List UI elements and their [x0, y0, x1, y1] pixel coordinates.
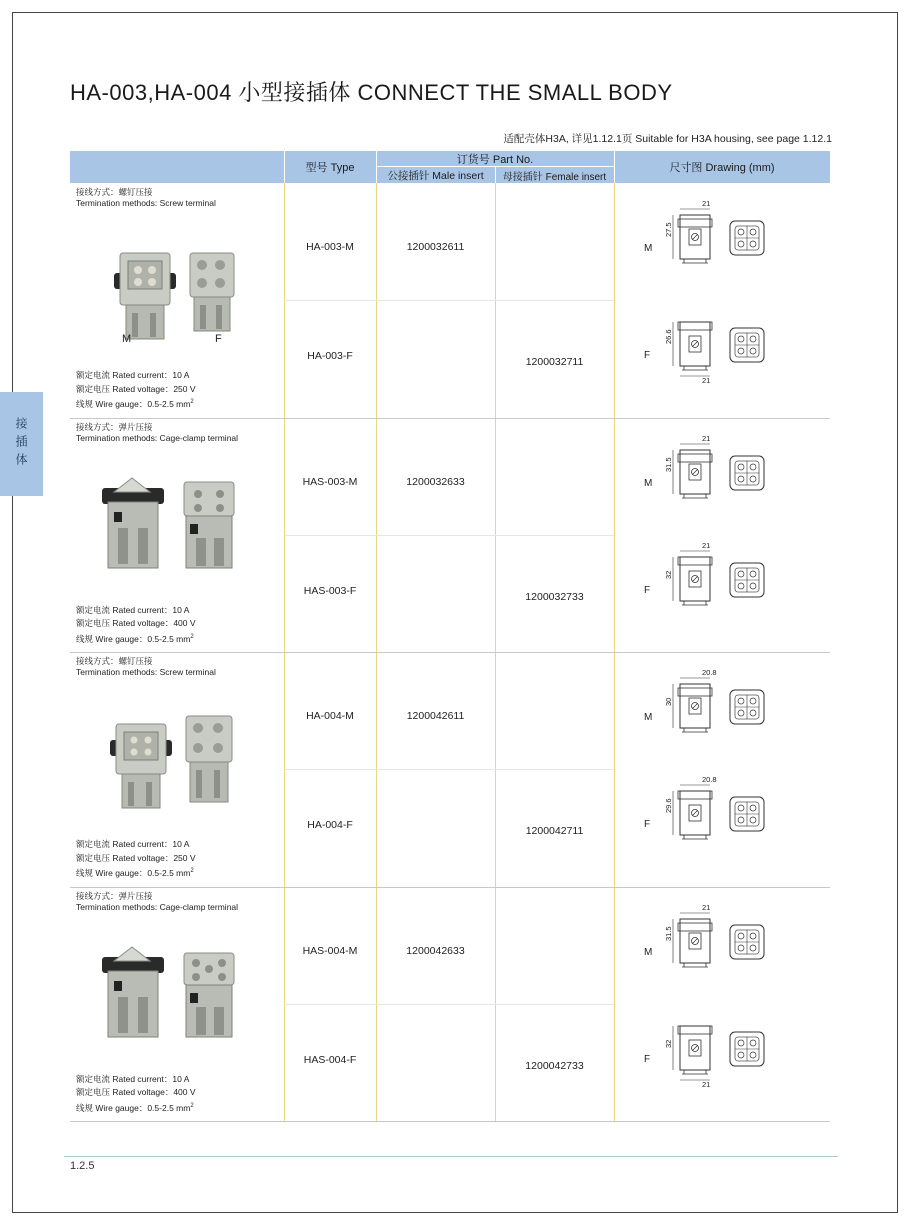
termination-method-cn: 接线方式：弹片压接 [76, 890, 153, 901]
termination-method-en: Termination methods: Screw terminal [76, 667, 216, 677]
drawing-variant-label: M [644, 712, 653, 723]
row-divider [284, 769, 614, 770]
male-part-number: 1200042633 [406, 944, 465, 957]
page-title: HA-003,HA-004 小型接插体 CONNECT THE SMALL BODY [70, 80, 673, 105]
header-part-no: 订货号 Part No. [456, 153, 534, 166]
drawing-variant-label: F [644, 584, 651, 596]
wire-gauge: 线规 Wire gauge：0.5-2.5 $mm^2$ [76, 633, 194, 644]
drawing-width: 21 [702, 902, 711, 912]
drawing-height: 31.5 [664, 456, 673, 472]
termination-method-cn: 接线方式：螺钉压接 [76, 656, 153, 666]
termination-method [76, 656, 216, 678]
rated-voltage: 额定电压 Rated voltage：250 V [76, 852, 196, 863]
page-number: 1.2.5 [70, 1160, 95, 1172]
drawing-variant-label: M [644, 243, 653, 254]
termination-method [76, 891, 238, 913]
rated-voltage: 额定电压 Rated voltage：400 V [76, 1087, 196, 1097]
product-table [70, 151, 830, 1121]
photo-label-f: F [215, 333, 222, 345]
header-female-insert: 母接插针 Female insert [502, 171, 607, 183]
table-row-type: HAS-004-M [302, 944, 358, 957]
termination-method-cn: 接线方式：螺钉压接 [76, 187, 153, 197]
dimension-drawing [670, 911, 780, 982]
dimension-drawing [670, 1018, 780, 1089]
header-drawing: 尺寸图 Drawing (mm) [669, 162, 775, 174]
rated-current: 额定电流 Rated current：10 A [76, 370, 190, 380]
rated-voltage: 额定电压 Rated voltage：400 V [76, 618, 196, 628]
row-divider [284, 535, 614, 536]
drawing-height: 26.6 [664, 329, 673, 345]
drawing-variant-label: M [644, 946, 653, 958]
male-part-number: 1200032611 [406, 241, 465, 253]
electrical-specs [76, 369, 196, 411]
termination-method-en: Termination methods: Cage-clamp terminal [76, 901, 239, 912]
rated-current: 额定电流 Rated current：10 A [76, 604, 190, 615]
drawing-width: 21 [702, 540, 711, 550]
table-row-type: HAS-003-M [302, 475, 358, 488]
header-type: 型号 Type [305, 162, 355, 174]
table-row-type: HA-004-M [306, 710, 354, 722]
drawing-variant-label: M [644, 477, 653, 489]
termination-method [76, 187, 216, 209]
dimension-drawing [670, 783, 780, 854]
drawing-height: 31.5 [664, 925, 673, 941]
table-row-type: HA-003-M [306, 241, 354, 253]
drawing-height: 29.6 [664, 798, 673, 814]
side-section-tab[interactable] [0, 392, 43, 496]
female-part-number: 1200042711 [525, 825, 584, 838]
drawing-height: 30 [664, 697, 673, 706]
table-row-type: HAS-004-F [303, 1053, 357, 1066]
header-male-insert: 公接插针 Male insert [387, 169, 484, 182]
photo-label-m: M [122, 333, 132, 345]
termination-method-en: Termination methods: Screw terminal [76, 198, 216, 208]
page-subtitle: 适配壳体H3A, 详见1.12.1页 Suitable for H3A housing, see page 1.12.1 [503, 133, 832, 145]
termination-method [76, 422, 238, 444]
product-photo [92, 702, 242, 827]
termination-method-en: Termination methods: Cage-clamp terminal [76, 432, 239, 443]
product-photo [92, 937, 242, 1062]
electrical-specs [76, 838, 196, 880]
female-part-number: 1200032711 [525, 356, 584, 369]
group-divider [70, 1121, 830, 1122]
drawing-width: 21 [702, 199, 711, 208]
drawing-width: 20.8 [702, 668, 717, 677]
group-divider [70, 418, 830, 419]
electrical-specs [76, 1073, 196, 1115]
rated-voltage: 额定电压 Rated voltage：250 V [76, 383, 196, 394]
drawing-variant-label: F [644, 350, 651, 362]
drawing-height: 27.5 [664, 222, 673, 237]
row-divider [284, 1004, 614, 1005]
drawing-variant-label: F [644, 819, 651, 831]
drawing-height: 32 [664, 570, 673, 579]
table-row-type: HA-004-F [307, 819, 353, 832]
footer-rule [64, 1156, 838, 1157]
row-divider [284, 300, 614, 301]
male-part-number: 1200042611 [406, 710, 465, 722]
wire-gauge: 线规 Wire gauge：0.5-2.5 $mm^2$ [76, 1102, 194, 1113]
drawing-variant-label: F [644, 1053, 651, 1065]
drawing-width: 20.8 [702, 775, 717, 785]
drawing-height: 32 [664, 1039, 673, 1048]
electrical-specs [76, 604, 196, 646]
rated-current: 额定电流 Rated current：10 A [76, 839, 190, 849]
product-photo [92, 468, 242, 593]
wire-gauge: 线规 Wire gauge：0.5-2.5 $mm^2$ [76, 398, 194, 409]
group-divider [70, 887, 830, 888]
dimension-drawing [670, 442, 780, 513]
drawing-width: 21 [702, 376, 711, 386]
dimension-drawing [670, 314, 780, 385]
side-tab-label: 接插体 [14, 417, 28, 471]
drawing-width: 21 [702, 433, 711, 443]
female-part-number: 1200032733 [525, 590, 584, 603]
dimension-drawing [670, 207, 780, 278]
female-part-number: 1200042733 [525, 1059, 584, 1072]
rated-current: 额定电流 Rated current：10 A [76, 1073, 190, 1084]
dimension-drawing [670, 676, 780, 747]
dimension-drawing [670, 549, 780, 620]
wire-gauge: 线规 Wire gauge：0.5-2.5 $mm^2$ [76, 867, 194, 878]
table-row-type: HA-003-F [307, 350, 353, 363]
termination-method-cn: 接线方式：弹片压接 [76, 421, 153, 432]
male-part-number: 1200032633 [406, 475, 465, 488]
group-divider [70, 652, 830, 653]
drawing-width: 21 [702, 1079, 711, 1089]
table-row-type: HAS-003-F [303, 584, 357, 597]
